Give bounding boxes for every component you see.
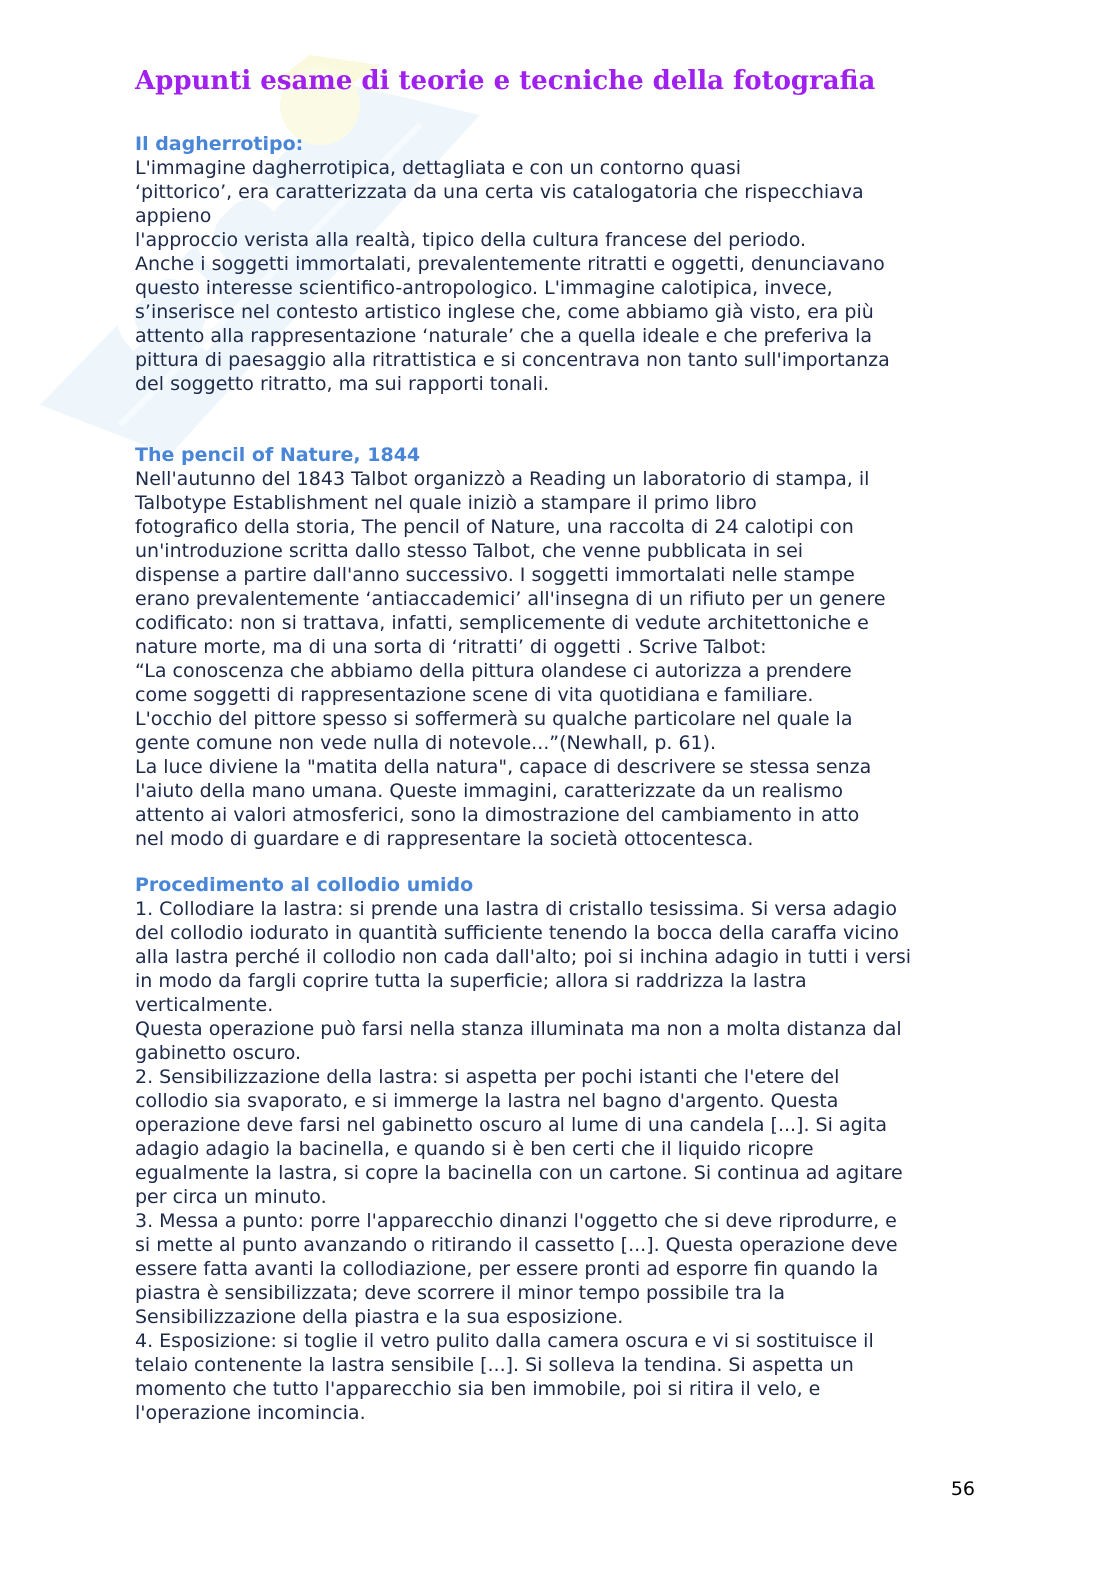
paragraph-line: Questa operazione può farsi nella stanza illuminata ma non a molta distanza dal	[135, 1018, 902, 1040]
paragraph-line: Talbotype Establishment nel quale iniziò a stampare il primo libro	[135, 492, 757, 514]
paragraph-line: nature morte, ma di una sorta di ‘ritratti’ di oggetti . Scrive Talbot:	[135, 636, 767, 658]
paragraph-line: come soggetti di rappresentazione scene di vita quotidiana e familiare.	[135, 684, 814, 706]
section-collodio-umido	[135, 873, 985, 1425]
paragraph-line: piastra è sensibilizzata; deve scorrere il minor tempo possibile tra la	[135, 1282, 786, 1304]
paragraph-line: L'occhio del pittore spesso si soffermerà su qualche particolare nel quale la	[135, 708, 853, 730]
paragraph-line: un'introduzione scritta dallo stesso Talbot, che venne pubblicata in sei	[135, 540, 804, 562]
paragraph-line: del collodio iodurato in quantità sufficiente tenendo la bocca della caraffa vicino	[135, 922, 899, 944]
paragraph-line: s’inserisce nel contesto artistico inglese che, come abbiamo già visto, era più	[135, 301, 874, 323]
paragraph-line: telaio contenente la lastra sensibile [...]. Si solleva la tendina. Si aspetta un	[135, 1354, 854, 1376]
document-title: Appunti esame di teorie e tecniche della fotografia	[135, 66, 876, 96]
paragraph-line: “La conoscenza che abbiamo della pittura olandese ci autorizza a prendere	[135, 660, 852, 682]
section-heading: Procedimento al collodio umido	[135, 874, 474, 896]
paragraph-line: questo interesse scientifico-antropologico. L'immagine calotipica, invece,	[135, 277, 833, 299]
paragraph-line: essere fatta avanti la collodiazione, per essere pronti ad esporre fin quando la	[135, 1258, 879, 1280]
paragraph-line: 1. Collodiare la lastra: si prende una lastra di cristallo tesissima. Si versa adagio	[135, 898, 897, 920]
section-heading: Il dagherrotipo:	[135, 133, 304, 155]
paragraph-line: ‘pittorico’, era caratterizzata da una certa vis catalogatoria che rispecchiava	[135, 181, 864, 203]
paragraph-line: erano prevalentemente ‘antiaccademici’ all'insegna di un rifiuto per un genere	[135, 588, 886, 610]
paragraph-line: 2. Sensibilizzazione della lastra: si aspetta per pochi istanti che l'etere del	[135, 1066, 840, 1088]
paragraph-line: codificato: non si trattava, infatti, semplicemente di vedute architettoniche e	[135, 612, 869, 634]
paragraph-line: Sensibilizzazione della piastra e la sua esposizione.	[135, 1306, 624, 1328]
paragraph-line: l'approccio verista alla realtà, tipico della cultura francese del periodo.	[135, 229, 807, 251]
paragraph-line: del soggetto ritratto, ma sui rapporti tonali.	[135, 373, 550, 395]
paragraph-line: l'aiuto della mano umana. Queste immagini, caratterizzate da un realismo	[135, 780, 844, 802]
paragraph-line: in modo da fargli coprire tutta la superficie; allora si raddrizza la lastra	[135, 970, 807, 992]
paragraph-line: La luce diviene la "matita della natura", capace di descrivere se stessa senza	[135, 756, 872, 778]
paragraph-line: collodio sia svaporato, e si immerge la lastra nel bagno d'argento. Questa	[135, 1090, 839, 1112]
section-heading: The pencil of Nature, 1844	[135, 444, 421, 466]
paragraph-line: attento alla rappresentazione ‘naturale’ che a quella ideale e che preferiva la	[135, 325, 873, 347]
paragraph-line: Anche i soggetti immortalati, prevalentemente ritratti e oggetti, denunciavano	[135, 253, 885, 275]
paragraph-line: gabinetto oscuro.	[135, 1042, 302, 1064]
paragraph-line: appieno	[135, 205, 212, 227]
paragraph-line: operazione deve farsi nel gabinetto oscuro al lume di una candela [...]. Si agita	[135, 1114, 888, 1136]
paragraph-line: egualmente la lastra, si copre la bacinella con un cartone. Si continua ad agitare	[135, 1162, 903, 1184]
paragraph-line: dispense a partire dall'anno successivo. I soggetti immortalati nelle stampe	[135, 564, 855, 586]
paragraph-line: 4. Esposizione: si toglie il vetro pulito dalla camera oscura e vi si sostituisce il	[135, 1330, 874, 1352]
paragraph-line: attento ai valori atmosferici, sono la dimostrazione del cambiamento in atto	[135, 804, 860, 826]
section-dagherrotipo	[135, 132, 985, 396]
paragraph-line: si mette al punto avanzando o ritirando il cassetto [...]. Questa operazione deve	[135, 1234, 898, 1256]
paragraph-line: Nell'autunno del 1843 Talbot organizzò a Reading un laboratorio di stampa, il	[135, 468, 870, 490]
paragraph-line: fotografico della storia, The pencil of Nature, una raccolta di 24 calotipi con	[135, 516, 854, 538]
paragraph-line: nel modo di guardare e di rappresentare la società ottocentesca.	[135, 828, 754, 850]
paragraph-line: per circa un minuto.	[135, 1186, 327, 1208]
paragraph-line: 3. Messa a punto: porre l'apparecchio dinanzi l'oggetto che si deve riprodurre, e	[135, 1210, 897, 1232]
paragraph-line: momento che tutto l'apparecchio sia ben immobile, poi si ritira il velo, e	[135, 1378, 821, 1400]
paragraph-line: alla lastra perché il collodio non cada dall'alto; poi si inchina adagio in tutti i versi	[135, 946, 912, 968]
paragraph-line: l'operazione incomincia.	[135, 1402, 366, 1424]
paragraph-line: L'immagine dagherrotipica, dettagliata e con un contorno quasi	[135, 157, 742, 179]
section-pencil-of-nature	[135, 443, 985, 851]
paragraph-line: gente comune non vede nulla di notevole...”(Newhall, p. 61).	[135, 732, 717, 754]
page-number: 56	[950, 1478, 975, 1500]
paragraph-line: pittura di paesaggio alla ritrattistica e si concentrava non tanto sull'importanza	[135, 349, 890, 371]
paragraph-line: adagio adagio la bacinella, e quando si è ben certi che il liquido ricopre	[135, 1138, 814, 1160]
paragraph-line: verticalmente.	[135, 994, 274, 1016]
